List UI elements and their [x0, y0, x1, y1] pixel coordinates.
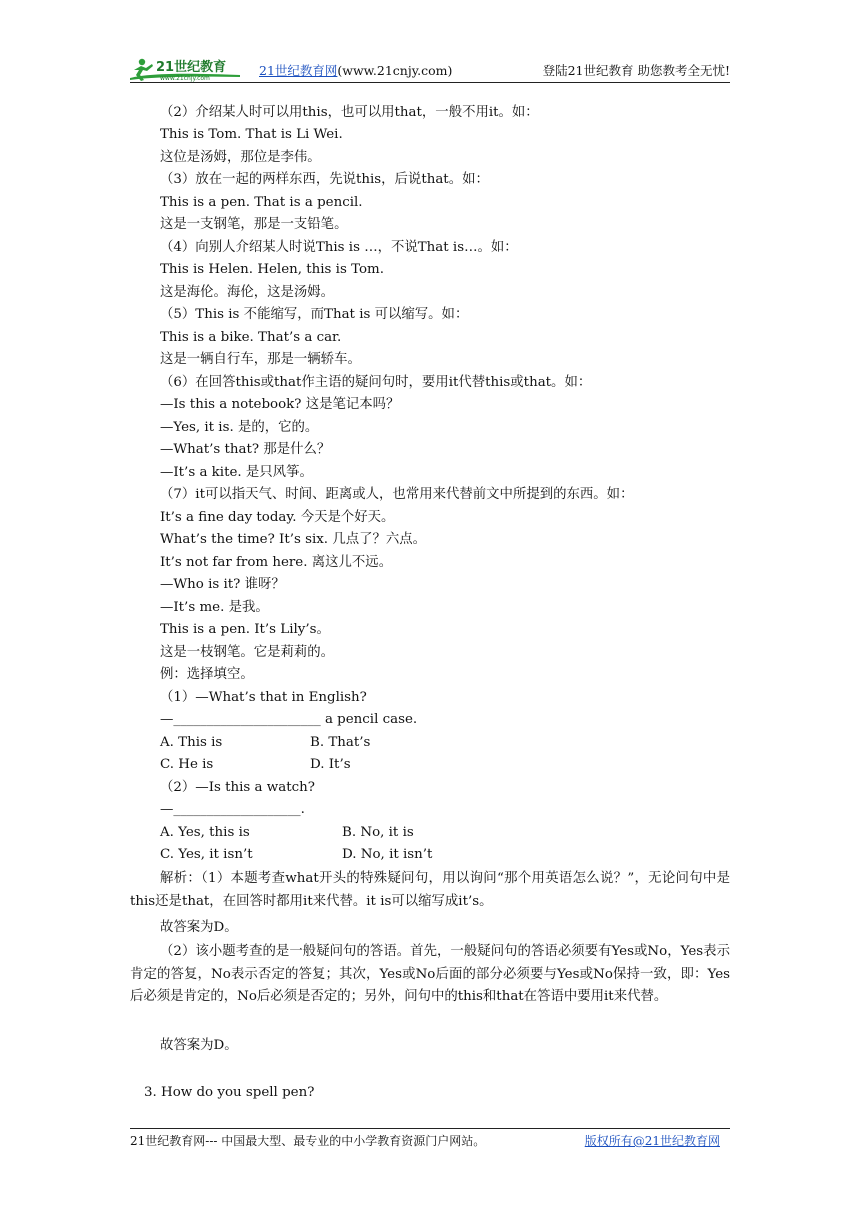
- text-line: 这位是汤姆，那位是李伟。: [160, 150, 321, 165]
- header-site-url: (www.21cnjy.com): [337, 63, 453, 78]
- footer-rule: [130, 1128, 730, 1129]
- analysis-paragraph-2: （2）该小题考查的是一般疑问句的答语。首先，一般疑问句的答语必须要有Yes或No，Yes表示肯定的答复，No表示否定的答复；其次，Yes或No后面的部分必须要与Yes或No保持一致，即：Yes后必须是肯定的，No后必须是否定的；另外，问句中的this和that在答语中要用it来代替。: [130, 944, 730, 1004]
- answer-2: 故答案为D。: [160, 1038, 238, 1053]
- text-line: （6）在回答this或that作主语的疑问句时，要用it代替this或that。如：: [160, 375, 592, 390]
- text-line: （3）放在一起的两样东西，先说this，后说that。如：: [160, 172, 489, 187]
- q1-option-b: B. That’s: [310, 735, 371, 750]
- text-line: This is a bike. That’s a car.: [160, 330, 342, 345]
- question-3: 3. How do you spell pen?: [144, 1085, 315, 1100]
- site-logo: [130, 56, 242, 82]
- answer-1: 故答案为D。: [160, 920, 238, 935]
- q1-option-a: A. This is: [160, 735, 223, 750]
- analysis-paragraph-1: 解析：（1）本题考查what开头的特殊疑问句，用以询问“那个用英语怎么说？”，无论问句中是this还是that，在回答时都用it来代替。it is可以缩写成it’s。: [130, 871, 730, 909]
- text-line: It’s not far from here. 离这儿不远。: [160, 555, 393, 570]
- text-line: —What’s that? 那是什么？: [160, 442, 331, 457]
- text-line: （5）This is 不能缩写，而That is 可以缩写。如：: [160, 307, 469, 322]
- q2-stem: （2）—Is this a watch?: [160, 780, 315, 795]
- svg-text:www.21cnjy.com: www.21cnjy.com: [160, 75, 210, 82]
- q2-blank: —___________________.: [160, 802, 305, 817]
- text-line: （2）介绍某人时可以用this，也可以用that，一般不用it。如：: [160, 105, 539, 120]
- q2-option-b: B. No, it is: [342, 825, 414, 840]
- text-line: （7）it可以指天气、时间、距离或人，也常用来代替前文中所提到的东西。如：: [160, 487, 634, 502]
- page-header: [130, 56, 730, 82]
- text-line: —It’s a kite. 是只风筝。: [160, 465, 313, 480]
- footer-text: 21世纪教育网--- 中国最大型、最专业的中小学教育资源门户网站。: [130, 1134, 486, 1148]
- q2-option-c: C. Yes, it isn’t: [160, 847, 253, 862]
- text-line: —Who is it? 谁呀？: [160, 577, 285, 592]
- text-line: 这是一辆自行车，那是一辆轿车。: [160, 352, 361, 367]
- q1-option-d: D. It’s: [310, 757, 351, 772]
- text-line: 例：选择填空。: [160, 667, 254, 682]
- header-site: [259, 61, 452, 79]
- text-line: This is Helen. Helen, this is Tom.: [160, 262, 385, 277]
- text-line: This is Tom. That is Li Wei.: [160, 127, 343, 142]
- svg-text:21世纪教育: 21世纪教育: [156, 60, 227, 75]
- text-line: （4）向别人介绍某人时说This is …，不说That is…。如：: [160, 240, 518, 255]
- text-line: This is a pen. It’s Lily’s。: [160, 622, 330, 637]
- header-rule: [130, 82, 730, 83]
- text-line: 这是一枝钢笔。它是莉莉的。: [160, 645, 335, 660]
- text-line: 这是一支钢笔，那是一支铅笔。: [160, 217, 348, 232]
- text-line: —Is this a notebook? 这是笔记本吗？: [160, 397, 400, 412]
- footer-copyright-link[interactable]: 版权所有@21世纪教育网: [584, 1134, 720, 1148]
- text-line: 这是海伦。海伦，这是汤姆。: [160, 285, 335, 300]
- header-slogan: 登陆21世纪教育 助您教考全无忧!: [542, 63, 730, 78]
- q2-option-a: A. Yes, this is: [160, 825, 250, 840]
- text-line: —It’s me. 是我。: [160, 600, 269, 615]
- text-line: This is a pen. That is a pencil.: [160, 195, 363, 210]
- q1-option-c: C. He is: [160, 757, 214, 772]
- text-line: It’s a fine day today. 今天是个好天。: [160, 510, 395, 525]
- text-line: What’s the time? It’s six. 几点了？六点。: [160, 532, 427, 547]
- q2-option-d: D. No, it isn’t: [342, 847, 433, 862]
- header-site-link[interactable]: 21世纪教育网: [259, 63, 338, 78]
- text-line: （1）—What’s that in English?: [160, 690, 367, 705]
- text-line: —______________________ a pencil case.: [160, 712, 418, 727]
- text-line: —Yes, it is. 是的，它的。: [160, 420, 319, 435]
